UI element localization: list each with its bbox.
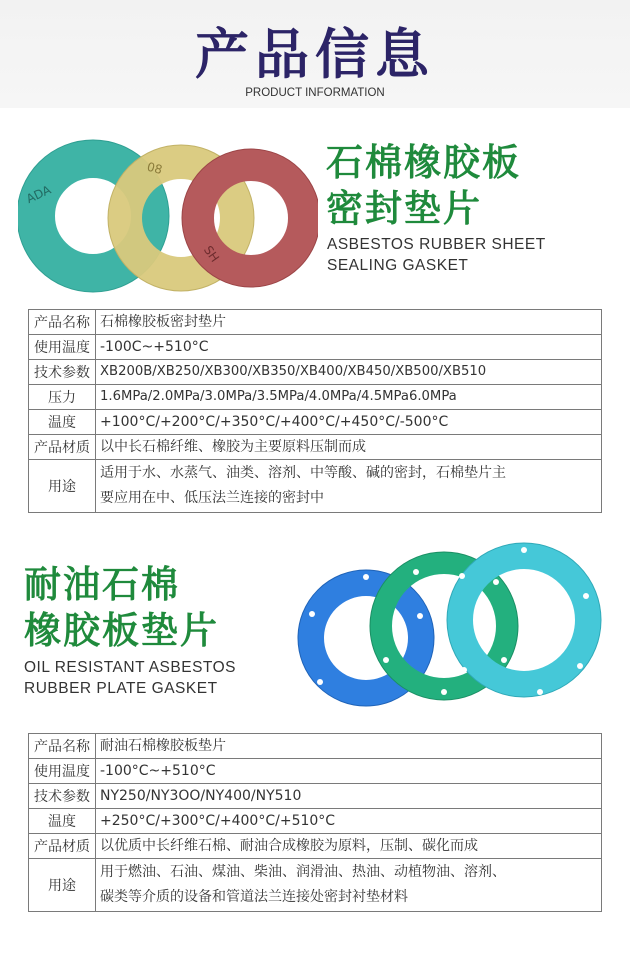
spec-value — [96, 460, 602, 513]
ring-mark-3: SH — [200, 243, 222, 265]
spec-value-line1: 适用于水、水蒸气、油类、溶剂、中等酸、碱的密封，石棉垫片主 — [100, 465, 506, 481]
table-row — [29, 360, 602, 385]
table-row — [29, 435, 602, 460]
spec-value: -100°C~+510°C — [96, 759, 602, 784]
spec-value: NY250/NY3OO/NY400/NY510 — [96, 784, 602, 809]
table-row — [29, 385, 602, 410]
spec-label: 用途 — [29, 460, 96, 513]
page-title: 产品信息 — [195, 23, 435, 86]
spec-label: 用途 — [29, 859, 96, 912]
product2-title-line1: 耐油石棉 — [24, 563, 180, 606]
spec-label: 产品名称 — [29, 734, 96, 759]
product2-en-line2: RUBBER PLATE GASKET — [24, 680, 218, 697]
spec-value-line2: 要应用在中、低压法兰连接的密封中 — [100, 490, 324, 506]
spec-value: 以优质中长纤维石棉、耐油合成橡胶为原料，压制、碳化而成 — [96, 834, 602, 859]
spec-value: 以中长石棉纤维、橡胶为主要原料压制而成 — [96, 435, 602, 460]
spec-value: 石棉橡胶板密封垫片 — [96, 310, 602, 335]
header-banner — [0, 0, 630, 108]
spec-value: -100C~+510°C — [96, 335, 602, 360]
oil-resistant-gasket-image — [296, 540, 602, 720]
table-row — [29, 834, 602, 859]
spec-label: 技术参数 — [29, 784, 96, 809]
table-row — [29, 809, 602, 834]
spec-label: 技术参数 — [29, 360, 96, 385]
cyan-flange-gasket — [447, 543, 601, 697]
page-subtitle: PRODUCT INFORMATION — [245, 87, 385, 99]
spec-value: +250°C/+300°C/+400°C/+510°C — [96, 809, 602, 834]
spec-value-line1: 用于燃油、石油、煤油、柴油、润滑油、热油、动植物油、溶剂、 — [100, 864, 506, 880]
spec-label: 产品材质 — [29, 834, 96, 859]
ring-mark-1: ADA — [24, 182, 54, 207]
product1-title-line2: 密封垫片 — [326, 187, 482, 230]
product1-spec-table — [28, 309, 602, 513]
spec-label: 产品名称 — [29, 310, 96, 335]
table-row — [29, 460, 602, 513]
table-row — [29, 410, 602, 435]
product1-en-line2: SEALING GASKET — [327, 257, 469, 274]
spec-label: 温度 — [29, 410, 96, 435]
spec-value: XB200B/XB250/XB300/XB350/XB400/XB450/XB500/XB510 — [96, 360, 602, 385]
product2-en-line1: OIL RESISTANT ASBESTOS — [24, 659, 236, 676]
spec-value: +100°C/+200°C/+350°C/+400°C/+450°C/-500°C — [96, 410, 602, 435]
product2-spec-table — [28, 733, 602, 912]
asbestos-gasket-rings-image — [18, 136, 318, 296]
product2-title-line2: 橡胶板垫片 — [24, 609, 219, 652]
table-row — [29, 734, 602, 759]
spec-value: 耐油石棉橡胶板垫片 — [96, 734, 602, 759]
table-row — [29, 784, 602, 809]
spec-value-line2: 碳类等介质的设备和管道法兰连接处密封衬垫材料 — [100, 889, 408, 905]
spec-value: 1.6MPa/2.0MPa/3.0MPa/3.5MPa/4.0MPa/4.5MPa6.0MPa — [96, 385, 602, 410]
table-row — [29, 310, 602, 335]
spec-label: 温度 — [29, 809, 96, 834]
spec-value — [96, 859, 602, 912]
table-row — [29, 335, 602, 360]
spec-label: 产品材质 — [29, 435, 96, 460]
table-row — [29, 759, 602, 784]
product1-title-line1: 石棉橡胶板 — [326, 141, 521, 184]
product1-en-line1: ASBESTOS RUBBER SHEET — [327, 236, 546, 253]
ring-mark-2: 08 — [145, 159, 164, 178]
spec-label: 使用温度 — [29, 335, 96, 360]
table-row — [29, 859, 602, 912]
spec-label: 压力 — [29, 385, 96, 410]
spec-label: 使用温度 — [29, 759, 96, 784]
